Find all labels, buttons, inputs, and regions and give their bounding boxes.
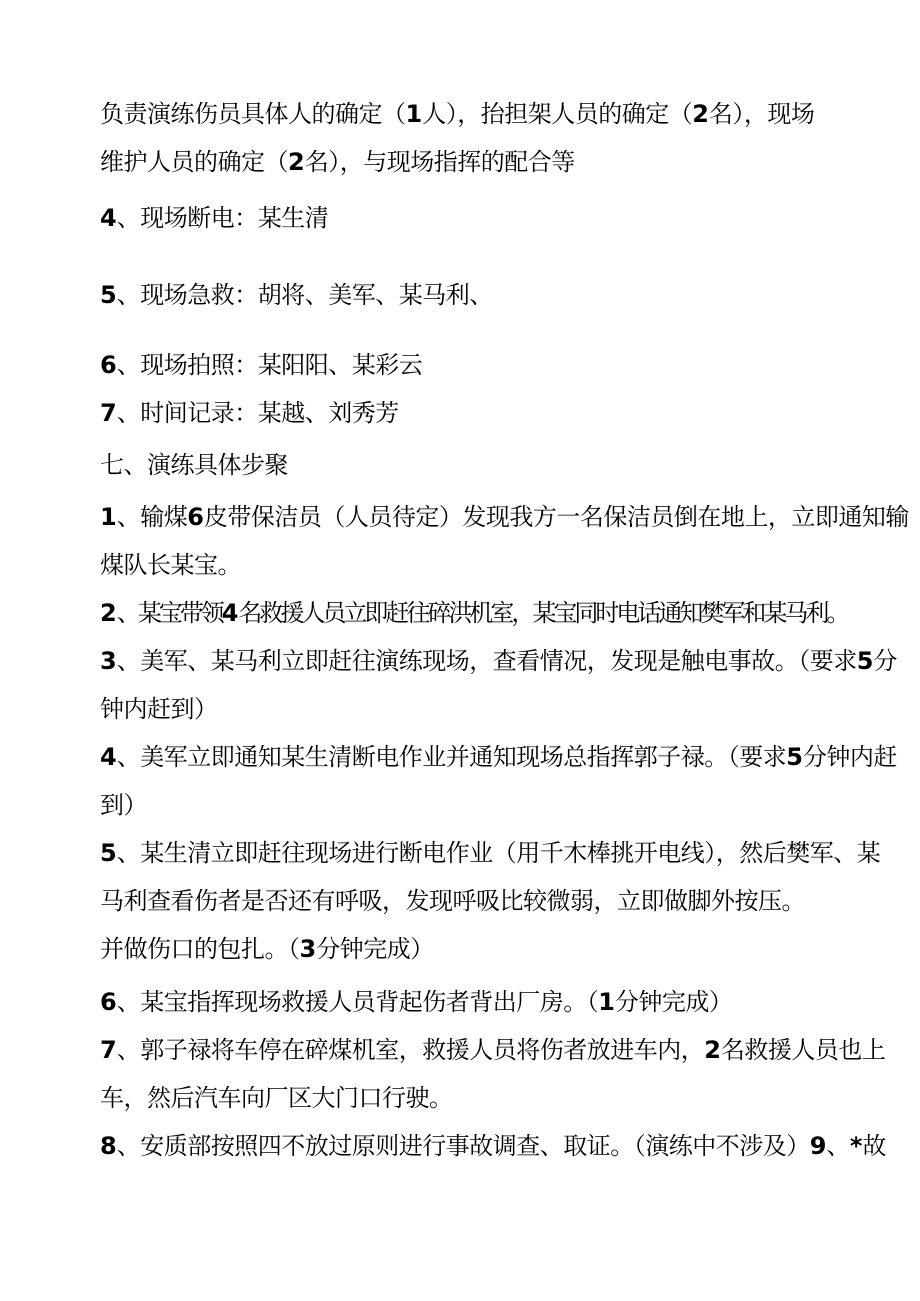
step-6: 6、某宝指挥现场救援人员背起伤者背出厂房。（1分钟完成） [100, 988, 733, 1016]
step-7-line-2: 车，然后汽车向厂区大门口行驶。 [100, 1084, 453, 1112]
list-item-4-site-power-cut: 4、现场断电：某生清 [100, 204, 329, 232]
step-4-line-1: 4、美军立即通知某生清断电作业并通知现场总指挥郭子禄。（要求5分钟内赶 [100, 743, 897, 771]
step-3-line-1: 3、美军、某马利立即赶往演练现场，查看情况，发现是触电事故。（要求5分 [100, 647, 897, 675]
step-2: 2、某宝带领4名救援人员立即赶往碎洪机室，某宝同时电话通知樊军和某马利。 [100, 599, 848, 627]
step-3-line-2: 钟内赶到） [100, 695, 218, 723]
step-7-line-1: 7、郭子禄将车停在碎煤机室，救援人员将伤者放进车内，2名救援人员也上 [100, 1036, 886, 1064]
step-1-line-2: 煤队长某宝。 [100, 551, 241, 579]
list-item-7-time-recording: 7、时间记录：某越、刘秀芳 [100, 399, 399, 427]
step-4-line-2: 到） [100, 791, 147, 819]
paragraph-continuation-line-1: 负责演练伤员具体人的确定（1人），抬担架人员的确定（2名），现场 [100, 100, 815, 128]
step-5-line-2: 马利查看伤者是否还有呼吸，发现呼吸比较微弱，立即做脚外按压。 [100, 887, 805, 915]
paragraph-continuation-line-2: 维护人员的确定（2名），与现场指挥的配合等 [100, 148, 575, 176]
list-item-5-first-aid: 5、现场急救：胡将、美军、某马利、 [100, 281, 493, 309]
step-1-line-1: 1、输煤6皮带保洁员（人员待定）发现我方一名保洁员倒在地上，立即通知输 [100, 503, 909, 531]
list-item-6-site-photography: 6、现场拍照：某阳阳、某彩云 [100, 351, 423, 379]
step-8-and-step-9-start: 8、安质部按照四不放过原则进行事故调查、取证。（演练中不涉及）9、*故 [100, 1132, 886, 1160]
step-5-line-3: 并做伤口的包扎。（3分钟完成） [100, 935, 434, 963]
step-5-line-1: 5、某生清立即赶往现场进行断电作业（用千木棒挑开电线），然后樊军、某 [100, 839, 881, 867]
section-heading-drill-steps: 七、演练具体步聚 [100, 451, 288, 479]
